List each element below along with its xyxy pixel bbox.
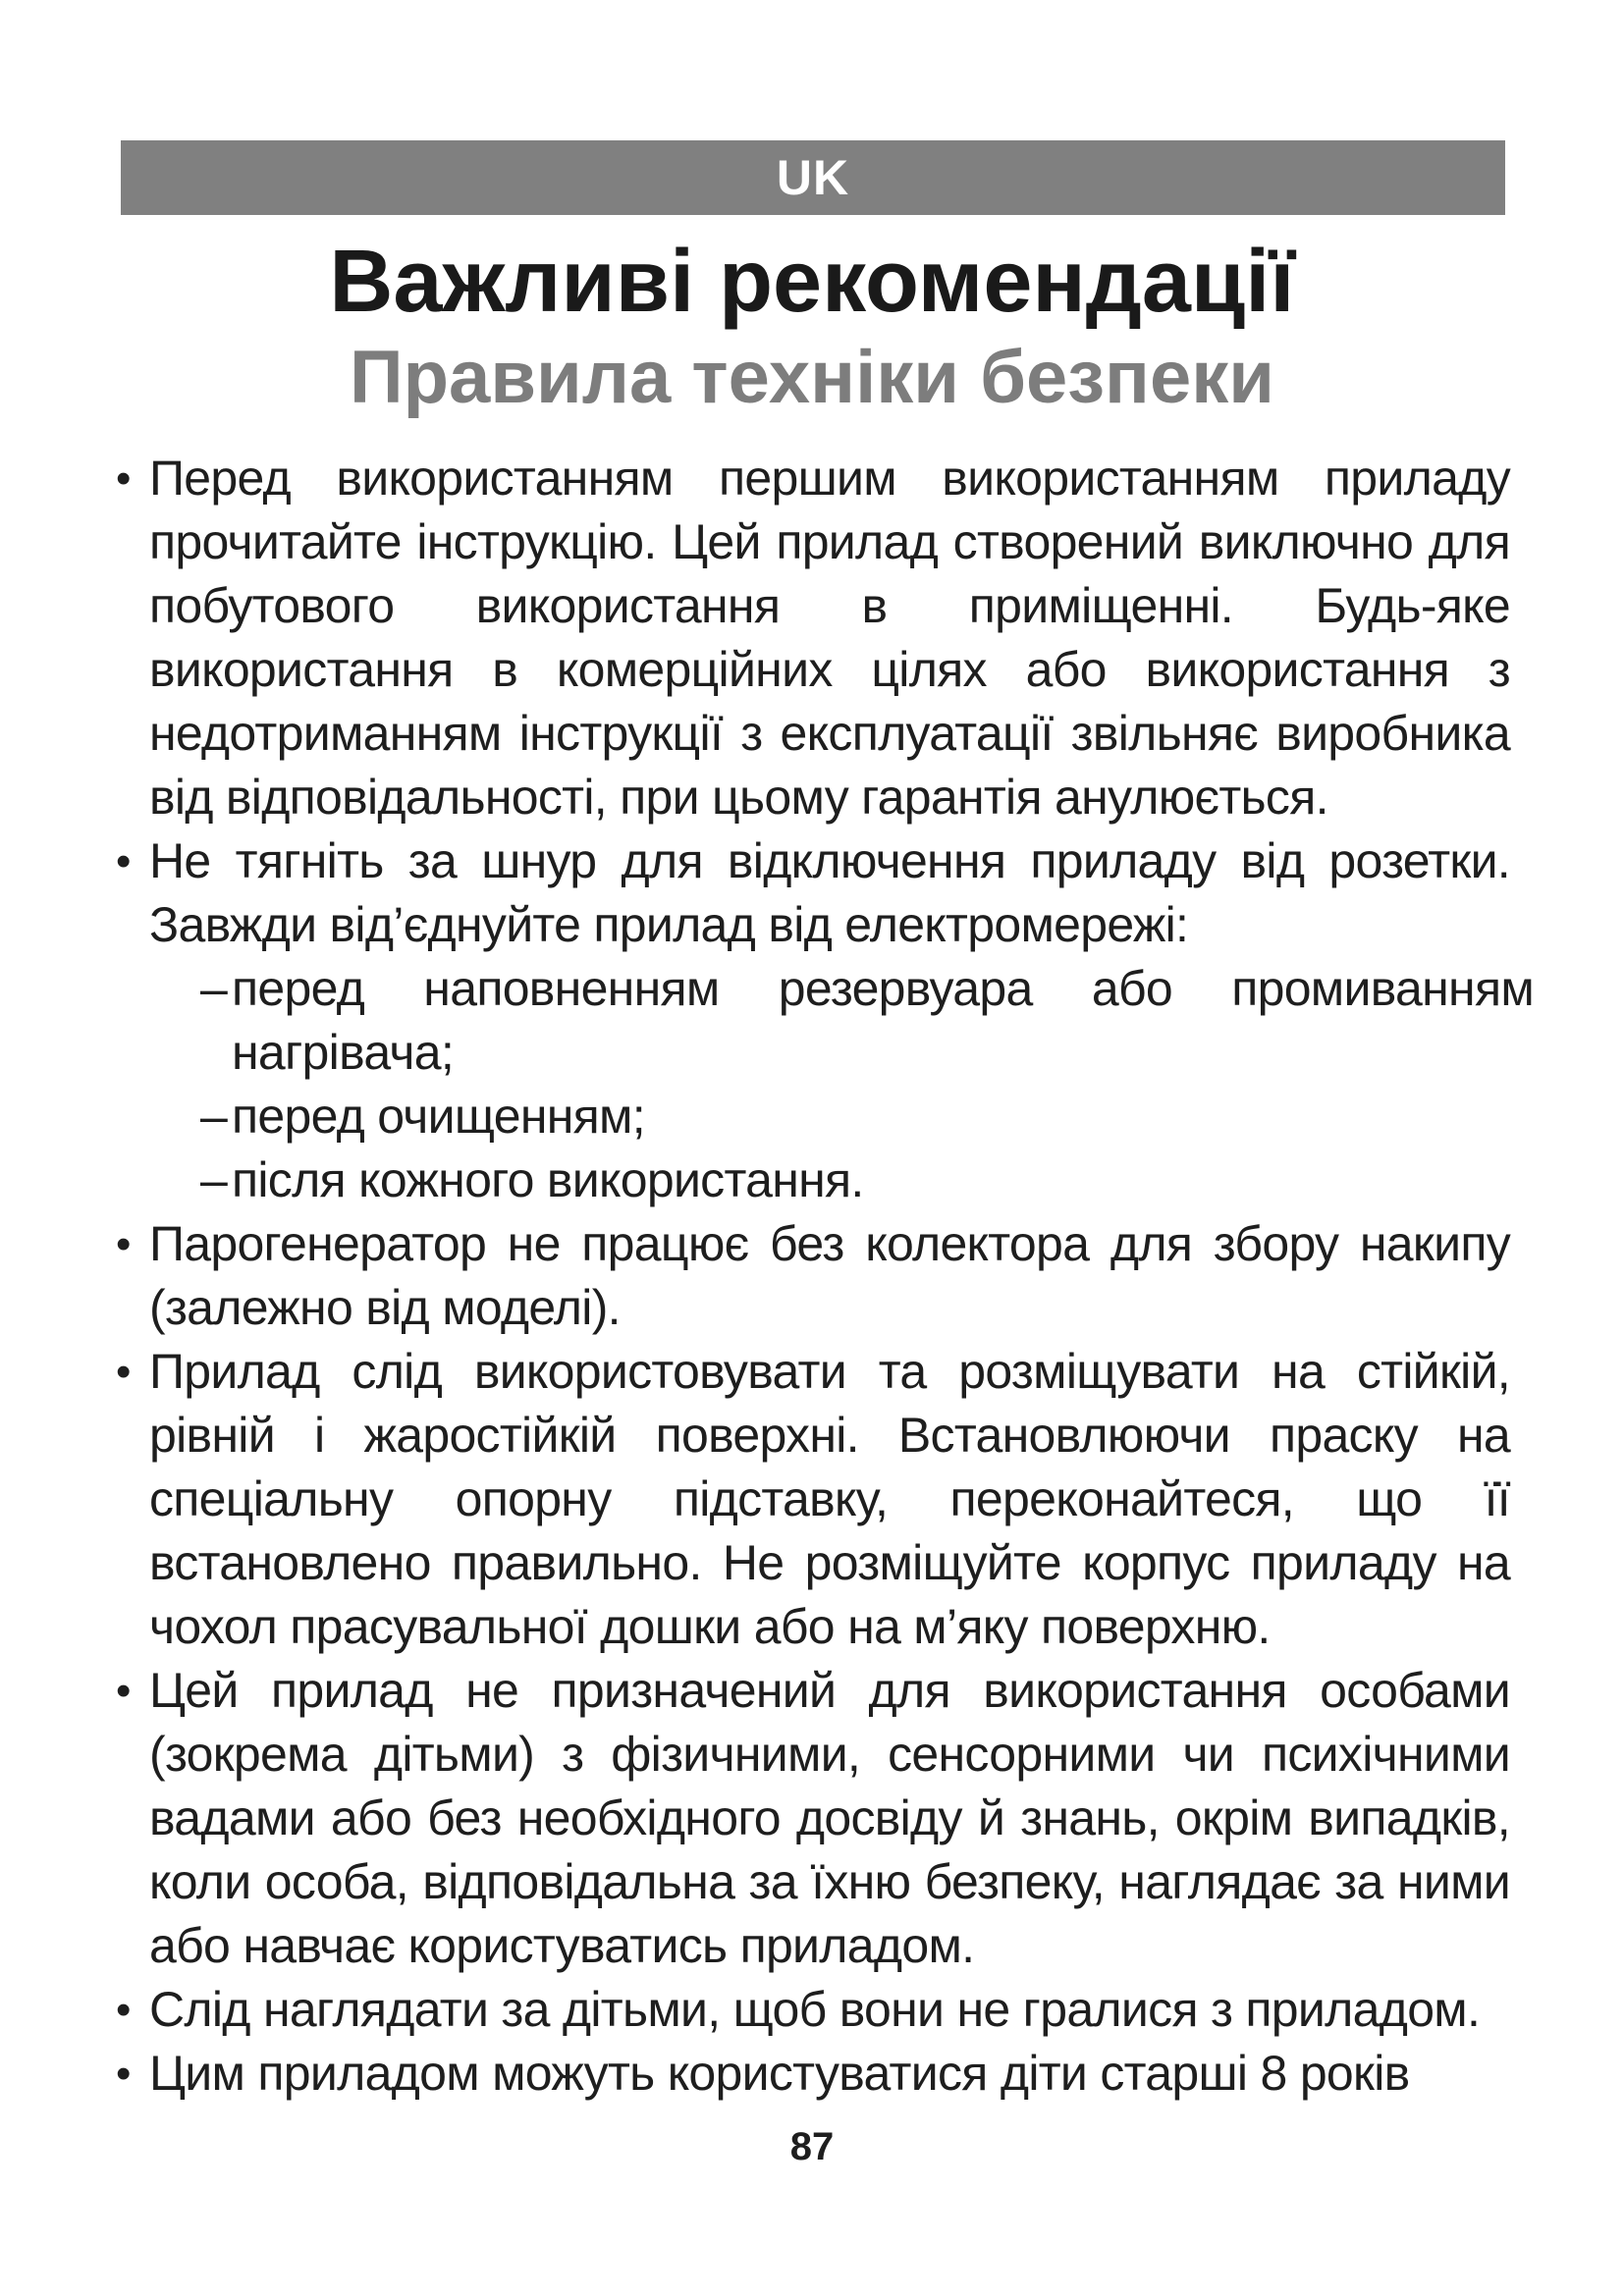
subitem-text: після кожного використання. [232,1152,864,1207]
dash-icon: – [200,961,228,1016]
bullet-icon: • [116,1348,131,1396]
bullet-icon: • [116,1667,131,1715]
safety-rules-list [116,447,1534,2106]
dash-icon: – [200,1152,228,1207]
rule-text: Перед використанням першим використанням приладу прочитайте інструкцію. Цей прилад створений виключно для побутового використання в приміщенні. Будь-яке використання в комерційних цілях або використання з недотриманням інструкції з експлуатації звільняє виробника від відповідальності, при цьому гарантія анулюється. [149,451,1510,825]
rule-item-2 [116,829,1534,1212]
bullet-icon: • [116,454,131,503]
language-code: UK [776,150,850,205]
rule-item-4 [116,1340,1510,1659]
bullet-icon: • [116,2050,131,2098]
subitem-text: перед очищенням; [232,1089,645,1144]
rule-text: Цим приладом можуть користуватися діти старші 8 років [149,2046,1410,2101]
section-subtitle: Правила техніки безпеки [350,336,1274,419]
rule-text: Не тягніть за шнур для відключення приладу від розетки. Завжди від’єднуйте прилад від електромережі: [149,833,1510,952]
rule-item-5 [116,1659,1510,1978]
page-number: 87 [789,2125,835,2168]
rule-text: Слід наглядати за дітьми, щоб вони не гралися з приладом. [149,1982,1481,2037]
rule-text: Цей прилад не призначений для використання особами (зокрема дітьми) з фізичними, сенсорними чи психічними вадами або без необхідного досвіду й знань, окрім випадків, коли особа, відповідальна за їхню безпеку, наглядає за ними або навчає користуватись приладом. [149,1663,1510,1973]
rule-subitem-1 [149,957,1534,1085]
rule-item-6 [116,1978,1510,2042]
rule-item-7 [116,2042,1510,2106]
rule-subitem-2 [149,1085,1534,1148]
language-header-bar [121,140,1505,215]
safety-rules-content [116,447,1534,2106]
rule-text: Парогенератор не працює без колектора для збору накипу (залежно від моделі). [149,1216,1510,1335]
page-title: Важливі рекомендації [329,233,1295,331]
bullet-icon: • [116,1220,131,1268]
rule-text: Прилад слід використовувати та розміщувати на стійкій, рівній і жаростійкій поверхні. Встановлюючи праску на спеціальну опорну підставку, переконайтеся, що її встановлено правильно. Не розміщуйте корпус приладу на чохол прасувальної дошки або на м’яку поверхню. [149,1344,1510,1654]
rule-item-3 [116,1212,1510,1340]
bullet-icon: • [116,1986,131,2034]
rule-item-1 [116,447,1510,829]
rule-subitem-3 [149,1148,1534,1212]
dash-icon: – [200,1089,228,1144]
bullet-icon: • [116,837,131,885]
rule-subitems-list [149,957,1534,1212]
subitem-text: перед наповненням резервуара або промиванням нагрівача; [232,961,1534,1080]
